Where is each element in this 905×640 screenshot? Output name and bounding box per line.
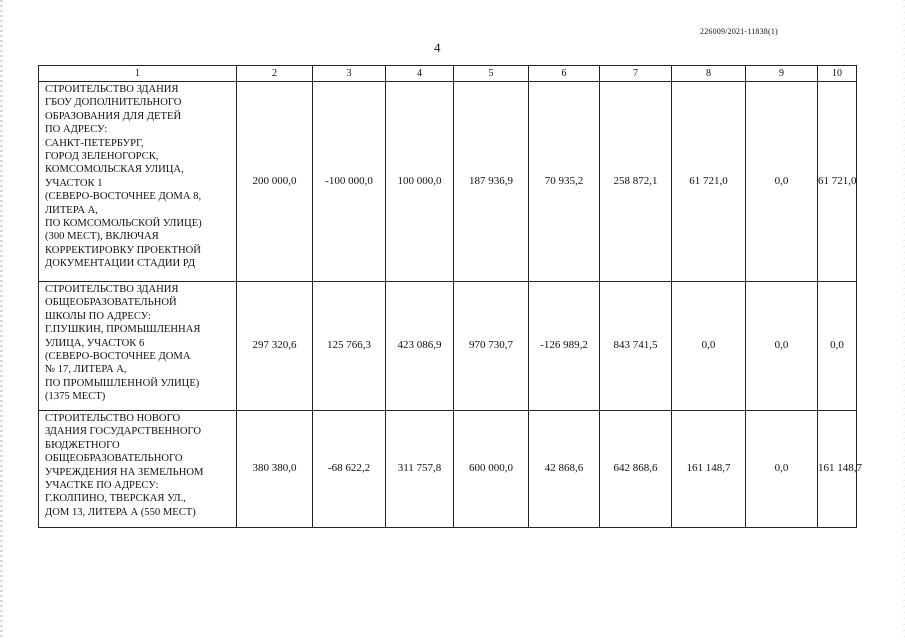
table-header-cell: 5 bbox=[454, 66, 529, 82]
table-header-cell: 8 bbox=[672, 66, 746, 82]
table-cell: 642 868,6 bbox=[600, 411, 672, 528]
table-header-cell: 7 bbox=[600, 66, 672, 82]
table-header-cell: 6 bbox=[529, 66, 600, 82]
table-cell: -126 989,2 bbox=[529, 282, 600, 411]
table-cell: 0,0 bbox=[746, 282, 818, 411]
table-cell: 187 936,9 bbox=[454, 82, 529, 282]
table-header-row bbox=[39, 66, 857, 82]
table-cell: 61 721,0 bbox=[672, 82, 746, 282]
table-header-cell: 10 bbox=[818, 66, 857, 82]
table-row bbox=[39, 411, 857, 528]
table-cell: 600 000,0 bbox=[454, 411, 529, 528]
table-cell: 0,0 bbox=[746, 411, 818, 528]
table-cell: 311 757,8 bbox=[386, 411, 454, 528]
table-cell: 100 000,0 bbox=[386, 82, 454, 282]
table-header-cell: 2 bbox=[237, 66, 313, 82]
table-cell: 423 086,9 bbox=[386, 282, 454, 411]
table-header-cell: 4 bbox=[386, 66, 454, 82]
table-cell: 161 148,7 bbox=[818, 411, 857, 528]
table-cell: 258 872,1 bbox=[600, 82, 672, 282]
scan-edge-left bbox=[0, 0, 3, 640]
table-cell: 0,0 bbox=[672, 282, 746, 411]
table-row bbox=[39, 282, 857, 411]
row-description: СТРОИТЕЛЬСТВО НОВОГО ЗДАНИЯ ГОСУДАРСТВЕННОГО БЮДЖЕТНОГО ОБЩЕОБРАЗОВАТЕЛЬНОГО УЧРЕЖДЕНИЯ НА ЗЕМЕЛЬНОМ УЧАСТКЕ ПО АДРЕСУ: Г.КОЛПИНО, ТВЕРСКАЯ УЛ., ДОМ 13, ЛИТЕРА А (550 МЕСТ) bbox=[39, 411, 237, 528]
table-cell: -68 622,2 bbox=[313, 411, 386, 528]
table-cell: 200 000,0 bbox=[237, 82, 313, 282]
table-header-cell: 3 bbox=[313, 66, 386, 82]
table-cell: 380 380,0 bbox=[237, 411, 313, 528]
table-cell: 0,0 bbox=[818, 282, 857, 411]
table-header-cell: 9 bbox=[746, 66, 818, 82]
table-cell: 70 935,2 bbox=[529, 82, 600, 282]
table-cell: 843 741,5 bbox=[600, 282, 672, 411]
table-cell: 970 730,7 bbox=[454, 282, 529, 411]
table-cell: 297 320,6 bbox=[237, 282, 313, 411]
table-cell: 61 721,0 bbox=[818, 82, 857, 282]
row-description: СТРОИТЕЛЬСТВО ЗДАНИЯ ГБОУ ДОПОЛНИТЕЛЬНОГО ОБРАЗОВАНИЯ ДЛЯ ДЕТЕЙ ПО АДРЕСУ: САНКТ-ПЕТЕРБУРГ, ГОРОД ЗЕЛЕНОГОРСК, КОМСОМОЛЬСКАЯ УЛИЦА, УЧАСТОК 1 (СЕВЕРО-ВОСТОЧНЕЕ ДОМА 8, ЛИТЕРА А, ПО КОМСОМОЛЬСКОЙ УЛИЦЕ) (300 МЕСТ), ВКЛЮЧАЯ КОРРЕКТИРОВКУ ПРОЕКТНОЙ ДОКУМЕНТАЦИИ СТАДИИ РД bbox=[39, 82, 237, 282]
table-cell: 42 868,6 bbox=[529, 411, 600, 528]
table-cell: 161 148,7 bbox=[672, 411, 746, 528]
table-row bbox=[39, 82, 857, 282]
page-number: 4 bbox=[434, 40, 441, 55]
table-cell: -100 000,0 bbox=[313, 82, 386, 282]
document-id: 226009/2021-11838(1) bbox=[700, 27, 778, 36]
table-cell: 125 766,3 bbox=[313, 282, 386, 411]
row-description: СТРОИТЕЛЬСТВО ЗДАНИЯ ОБЩЕОБРАЗОВАТЕЛЬНОЙ ШКОЛЫ ПО АДРЕСУ: Г.ПУШКИН, ПРОМЫШЛЕННАЯ УЛИЦА, УЧАСТОК 6 (СЕВЕРО-ВОСТОЧНЕЕ ДОМА № 17, ЛИТЕРА А, ПО ПРОМЫШЛЕННОЙ УЛИЦЕ) (1375 МЕСТ) bbox=[39, 282, 237, 411]
table-cell: 0,0 bbox=[746, 82, 818, 282]
budget-table bbox=[38, 65, 862, 528]
table-header-cell: 1 bbox=[39, 66, 237, 82]
